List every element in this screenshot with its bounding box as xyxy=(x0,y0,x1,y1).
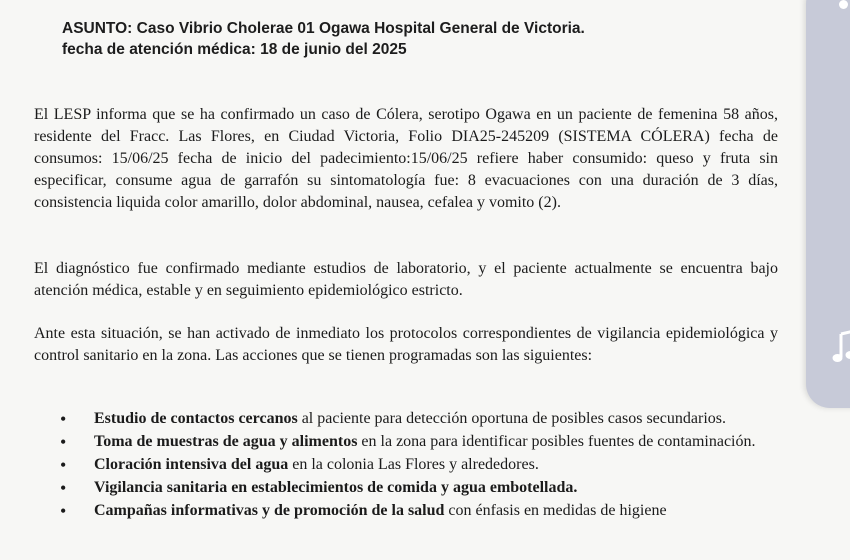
list-item xyxy=(34,408,778,430)
attention-date-line: fecha de atención médica: 18 de junio del 2025 xyxy=(62,41,407,58)
list-item xyxy=(34,454,778,476)
list-item xyxy=(34,431,778,453)
action-detail: con énfasis en medidas de higiene xyxy=(444,502,667,519)
actions-list xyxy=(34,408,778,523)
action-detail: al paciente para detección oportuna de posibles casos secundarios. xyxy=(297,410,726,427)
document-header xyxy=(62,18,585,60)
dot-icon xyxy=(839,0,848,9)
subject-line: ASUNTO: Caso Vibrio Cholerae 01 Ogawa Hospital General de Victoria. xyxy=(62,20,585,37)
paragraph-actions-intro: Ante esta situación, se han activado de inmediato los protocolos correspondientes de vigilancia epidemiológica y control sanitario en la zona. Las acciones que se tienen programadas son las siguientes: xyxy=(34,325,778,364)
action-title: Toma de muestras de agua y alimentos xyxy=(94,433,358,450)
action-title: Campañas informativas y de promoción de la salud xyxy=(94,502,445,519)
action-title: Cloración intensiva del agua xyxy=(94,456,289,473)
floating-media-widget[interactable] xyxy=(806,0,850,408)
action-detail: en la zona para identificar posibles fuentes de contaminación. xyxy=(357,433,756,450)
music-note-icon[interactable] xyxy=(832,330,850,364)
action-title: Estudio de contactos cercanos xyxy=(94,410,298,427)
list-item xyxy=(34,477,778,499)
action-detail: en la colonia Las Flores y alrededores. xyxy=(288,456,539,473)
action-title: Vigilancia sanitaria en establecimientos de comida y agua embotellada. xyxy=(94,479,578,496)
list-item xyxy=(34,500,778,522)
paragraph-diagnosis: El diagnóstico fue confirmado mediante estudios de laboratorio, y el paciente actualmente se encuentra bajo atención médica, estable y en seguimiento epidemiológico estricto. xyxy=(34,260,778,299)
paragraph-case-report: El LESP informa que se ha confirmado un caso de Cólera, serotipo Ogawa en un paciente de femenina 58 años, residente del Fracc. Las Flores, en Ciudad Victoria, Folio DIA25-245209 (SISTEMA CÓLERA) fecha de consumos: 15/06/25 fecha de inicio del padecimiento:15/06/25 refiere haber consumido: queso y fruta sin especificar, consume agua de garrafón su sintomatología fue: 8 evacuaciones con una duración de 3 días, consistencia liquida color amarillo, dolor abdominal, nausea, cefalea y vomito (2). xyxy=(34,106,778,211)
